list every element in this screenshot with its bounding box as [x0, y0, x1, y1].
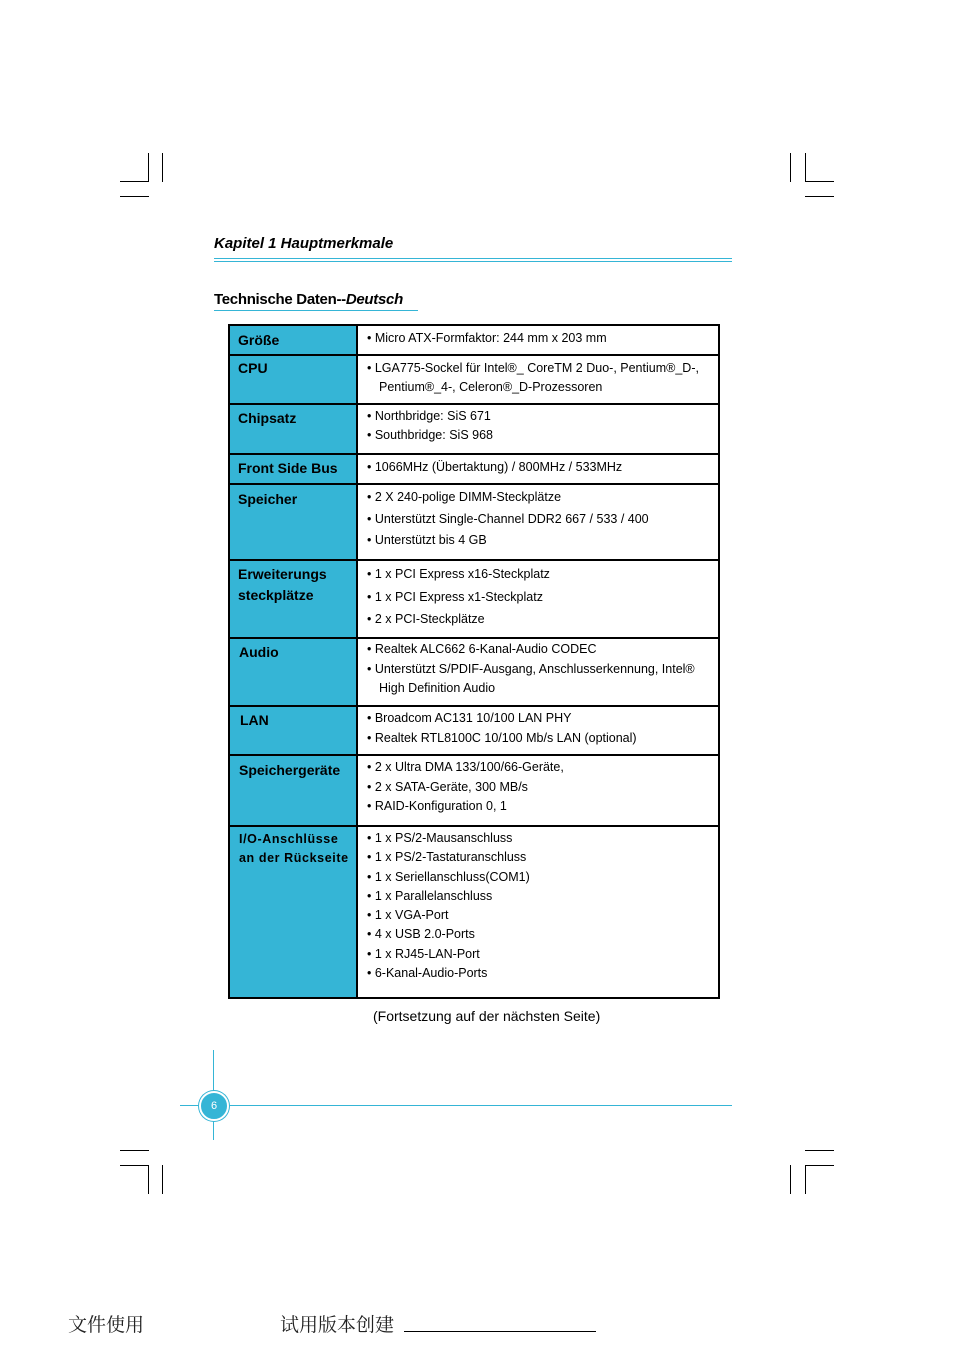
- crop-mark: [790, 153, 791, 182]
- header-rule: [214, 261, 732, 262]
- crop-mark: [805, 1150, 834, 1151]
- spec-value: • 2 x Ultra DMA 133/100/66-Geräte, • 2 x SATA-Geräte, 300 MB/s • RAID-Konfiguration 0, 1: [357, 755, 719, 826]
- spec-label: Audio: [229, 638, 357, 706]
- spec-row: [229, 706, 719, 755]
- spec-row: [229, 325, 719, 355]
- crop-mark: [120, 1150, 149, 1151]
- spec-row: [229, 355, 719, 404]
- spec-value: • Realtek ALC662 6-Kanal-Audio CODEC • Unterstützt S/PDIF-Ausgang, Anschlusserkennung, Intel® High Definition Audio: [357, 638, 719, 706]
- crop-mark: [805, 1165, 834, 1166]
- spec-label: Erweiterungs steckplätze: [229, 560, 357, 638]
- spec-row: [229, 826, 719, 998]
- spec-value: • 2 X 240-polige DIMM-Steckplätze • Unterstützt Single-Channel DDR2 667 / 533 / 400 • Unterstützt bis 4 GB: [357, 484, 719, 560]
- spec-row: [229, 638, 719, 706]
- spec-value: • Broadcom AC131 10/100 LAN PHY • Realtek RTL8100C 10/100 Mb/s LAN (optional): [357, 706, 719, 755]
- spec-label: Front Side Bus: [229, 454, 357, 484]
- spec-row: [229, 755, 719, 826]
- page-number: 6: [199, 1091, 229, 1121]
- crop-mark: [148, 153, 149, 182]
- section-language: Deutsch: [345, 291, 403, 308]
- footer-rule: [180, 1105, 732, 1106]
- spec-label: Speicher: [229, 484, 357, 560]
- crop-mark: [805, 153, 806, 182]
- spec-row: [229, 454, 719, 484]
- spec-label: Chipsatz: [229, 404, 357, 454]
- spec-value: • 1066MHz (Übertaktung) / 800MHz / 533MHz: [357, 454, 719, 484]
- crop-mark: [120, 196, 149, 197]
- crop-mark: [120, 181, 149, 182]
- spec-row: [229, 484, 719, 560]
- spec-row: [229, 560, 719, 638]
- header-rule: [214, 258, 732, 259]
- crop-mark: [805, 181, 834, 182]
- section-underline: [214, 310, 418, 311]
- crop-mark: [148, 1165, 149, 1194]
- watermark-right: 试用版本创建: [280, 1314, 395, 1336]
- spec-value: • Northbridge: SiS 671 • Southbridge: SiS 968: [357, 404, 719, 454]
- spec-label: Größe: [229, 325, 357, 355]
- crop-mark: [162, 153, 163, 182]
- crop-mark: [790, 1165, 791, 1194]
- crop-mark: [805, 1165, 806, 1194]
- watermark-underline: [404, 1331, 596, 1332]
- watermark-left: 文件使用: [68, 1314, 145, 1336]
- section-title-text: Technische Daten--: [214, 291, 346, 308]
- spec-label: LAN: [229, 706, 357, 755]
- spec-row: [229, 404, 719, 454]
- spec-value: • 1 x PCI Express x16-Steckplatz • 1 x PCI Express x1-Steckplatz • 2 x PCI-Steckplätze: [357, 560, 719, 638]
- spec-table: [228, 324, 720, 999]
- continued-note: (Fortsetzung auf der nächsten Seite): [373, 1008, 601, 1024]
- chapter-heading: Kapitel 1 Hauptmerkmale: [214, 235, 394, 252]
- spec-value: • 1 x PS/2-Mausanschluss • 1 x PS/2-Tastaturanschluss • 1 x Seriellanschluss(COM1) • 1 x Parallelanschluss • 1 x VGA-Port • 4 x USB 2.0-Ports • 1 x RJ45-LAN-Port • 6-Kanal-Audio-Ports: [357, 826, 719, 998]
- spec-value: • LGA775-Sockel für Intel®_ CoreTM 2 Duo-, Pentium®_D-, Pentium®_4-, Celeron®_D-Prozessoren: [357, 355, 719, 404]
- spec-label: Speichergeräte: [229, 755, 357, 826]
- spec-value: • Micro ATX-Formfaktor: 244 mm x 203 mm: [357, 325, 719, 355]
- crop-mark: [162, 1165, 163, 1194]
- spec-label: CPU: [229, 355, 357, 404]
- crop-mark: [120, 1165, 149, 1166]
- crop-mark: [805, 196, 834, 197]
- section-title: [214, 291, 403, 308]
- spec-label: I/O-Anschlüsse an der Rückseite: [229, 826, 357, 998]
